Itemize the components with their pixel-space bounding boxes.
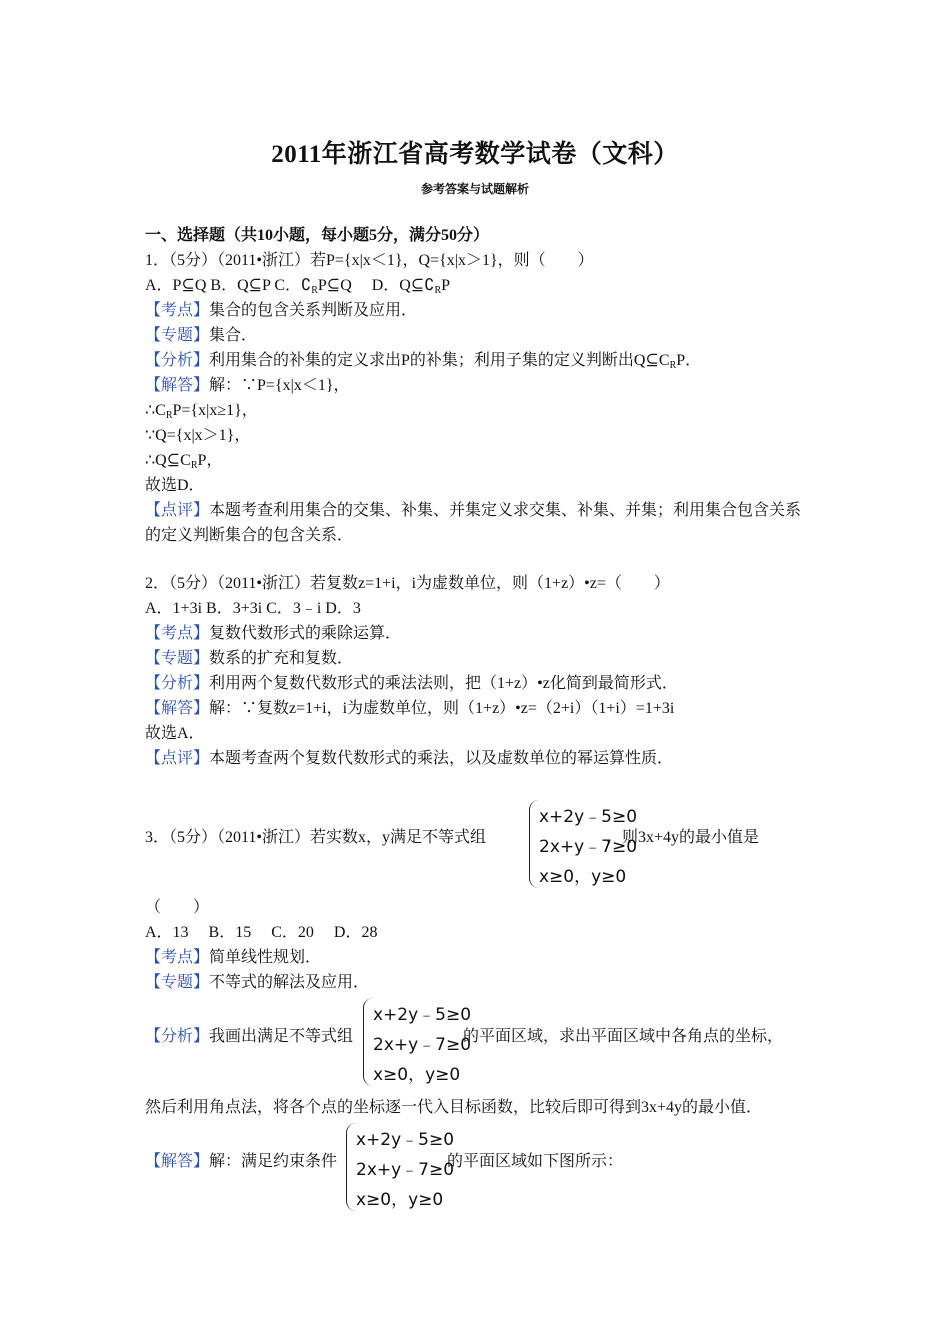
- brace: [363, 998, 373, 1086]
- brace: [346, 1123, 356, 1211]
- inequality-system: [363, 998, 473, 1088]
- q1-stem: 1．（5分）（2011•浙江）若P={x|x＜1}，Q={x|x＞1}，则（ ）: [145, 252, 594, 269]
- fenxi-tag: 【分析】: [145, 352, 210, 369]
- q3-jieda: 【解答】解：满足约束条件 的平面区域如下图所示：: [145, 1153, 624, 1170]
- inequality: 2x+y﹣7≥0: [373, 1035, 472, 1055]
- q1-kaodian: 【考点】集合的包含关系判断及应用．: [145, 302, 418, 319]
- inequality: x≥0，y≥0: [539, 867, 627, 887]
- kaodian-tag: 【考点】: [145, 302, 210, 319]
- q2-dianping: 【点评】本题考查两个复数代数形式的乘法，以及虚数单位的幂运算性质．: [145, 750, 674, 767]
- q2-fenxi: 【分析】利用两个复数代数形式的乘法法则，把（1+z）•z化简到最简形式．: [145, 675, 678, 692]
- q1-step: $\therefore C_RP=\{x|x\ge 1\}$，: [145, 402, 258, 421]
- q3-zhuanti: 【专题】不等式的解法及应用．: [145, 974, 370, 991]
- q2-kaodian: 【考点】复数代数形式的乘除运算．: [145, 625, 402, 642]
- q1-jieda: 【解答】解：∵P={x|x＜1}，: [145, 377, 350, 394]
- inequality: x≥0，y≥0: [356, 1190, 444, 1210]
- q2-jieda: 【解答】解：∵复数z=1+i，i为虚数单位，则（1+z）•z=（2+i）（1+i）=1+3i: [145, 700, 675, 717]
- brace: [529, 800, 539, 888]
- q3-kaodian: 【考点】简单线性规划．: [145, 949, 322, 966]
- q2-step: 故选A．: [145, 725, 205, 742]
- jieda-tag: 【解答】: [145, 377, 210, 394]
- q2-zhuanti: 【专题】数系的扩充和复数．: [145, 650, 354, 667]
- inequality: x≥0，y≥0: [373, 1065, 461, 1085]
- q1-fenxi: 【分析】利用集合的补集的定义求出P的补集；利用子集的定义判断出$Q⊆C_RP$．: [145, 352, 702, 371]
- q1-dianping: 【点评】本题考查利用集合的交集、补集、并集定义求交集、补集、并集；利用集合包含关系的定义判断集合的包含关系．: [145, 502, 802, 544]
- kaodian-tag: 【考点】: [145, 949, 210, 966]
- inequality: x+2y﹣5≥0: [356, 1130, 455, 1150]
- q1-step: $\therefore Q⊆C_RP$，: [145, 452, 223, 471]
- fenxi-tag: 【分析】: [145, 675, 210, 692]
- q3-stem: 3．（5分）（2011•浙江）若实数x，y满足不等式组 ，则3x+4y的最小值是: [145, 829, 760, 846]
- dianping-tag: 【点评】: [145, 502, 210, 519]
- inequality: x+2y﹣5≥0: [539, 807, 638, 827]
- zhuanti-tag: 【专题】: [145, 650, 210, 667]
- page-subtitle: 参考答案与试题解析: [420, 182, 529, 196]
- dianping-tag: 【点评】: [145, 750, 210, 767]
- inequality: 2x+y﹣7≥0: [356, 1160, 455, 1180]
- fenxi-tag: 【分析】: [145, 1028, 210, 1045]
- q3-paren: （ ）: [145, 899, 210, 916]
- inequality-system: [346, 1123, 456, 1213]
- inequality: 2x+y﹣7≥0: [539, 837, 638, 857]
- q3-fenxi-cont: 然后利用角点法，将各个点的坐标逐一代入目标函数，比较后即可得到3x+4y的最小值．: [145, 1099, 763, 1116]
- section-heading: 一、选择题（共10小题，每小题5分，满分50分）: [145, 227, 490, 244]
- q3-fenxi: 【分析】我画出满足不等式组 的平面区域，求出平面区域中各角点的坐标，: [145, 1028, 784, 1045]
- kaodian-tag: 【考点】: [145, 625, 210, 642]
- q1-options: A．P⊆Q B．Q⊆P C．$∁_RP⊆Q$ D．$Q⊆∁_RP$: [145, 277, 451, 296]
- zhuanti-tag: 【专题】: [145, 327, 210, 344]
- jieda-tag: 【解答】: [145, 700, 210, 717]
- q1-step: 故选D．: [145, 477, 205, 494]
- q2-stem: 2．（5分）（2011•浙江）若复数z=1+i，i为虚数单位，则（1+z）•z=（ ）: [145, 575, 670, 592]
- inequality-system: [529, 800, 649, 890]
- q1-zhuanti: 【专题】集合．: [145, 327, 258, 344]
- zhuanti-tag: 【专题】: [145, 974, 210, 991]
- q2-options: A．1+3i B．3+3i C．3﹣i D．3: [145, 600, 361, 617]
- q3-options: A．13 B．15 C．20 D．28: [145, 924, 378, 941]
- jieda-tag: 【解答】: [145, 1153, 210, 1170]
- q1-step: ∵Q={x|x＞1}，: [145, 427, 251, 444]
- inequality: x+2y﹣5≥0: [373, 1005, 472, 1025]
- page-title: 2011年浙江省高考数学试卷（文科）: [271, 141, 679, 168]
